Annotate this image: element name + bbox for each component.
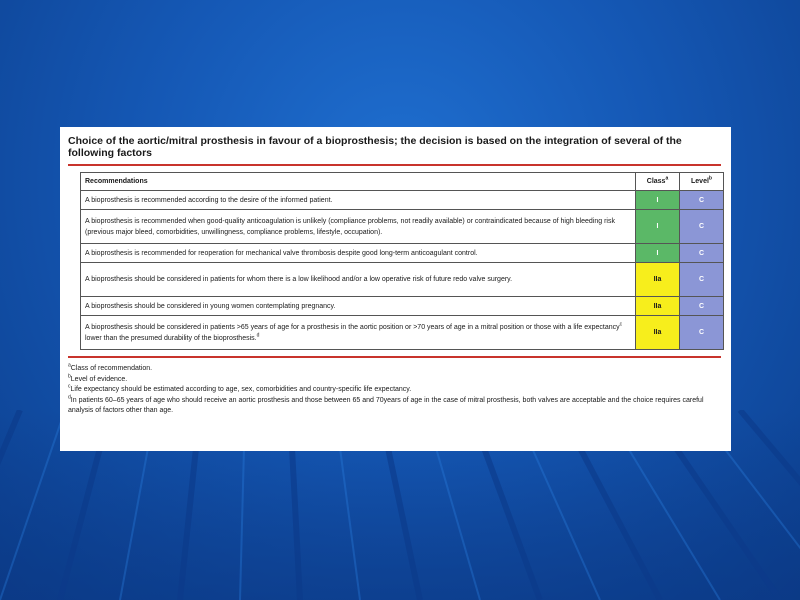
footnote-c-mark: c [68,383,71,390]
footnote-a-mark: a [68,362,71,369]
header-level-sup: b [708,175,712,182]
row-6-sup-d: d [256,332,260,339]
table-row [81,244,724,263]
footnote-a-text: Class of recommendation. [70,365,153,372]
header-class [636,173,680,191]
row-6-text-part1: A bioprosthesis should be considered in patients >65 years of age for a prosthesis in the aortic position or >70 years of age in a mitral position or those with a life expectancy [85,323,620,331]
header-level-label: Level [691,178,709,185]
row-6-text-part2: lower than the presumed durability of the bioprosthesis. [85,334,257,342]
footnotes [68,364,721,417]
footnote-d [68,396,721,417]
header-level [680,173,724,191]
row-2-level: C [680,210,724,244]
top-divider [68,164,721,166]
recommendations-table [80,172,724,350]
footnote-d-mark: d [68,394,71,401]
card-title: Choice of the aortic/mitral prosthesis in favour of a bioprosthesis; the decision is based on the integration of several of the following factors [68,135,682,159]
header-recommendations: Recommendations [81,173,636,191]
row-2-text: A bioprosthesis is recommended when good-quality anticoagulation is unlikely (compliance problems, not readily available) or contraindicated because of high bleeding risk (previous major bleed, comorbidities, unwillingness, compliance problems, lifestyle, occupation). [81,210,636,244]
row-2-class: I [636,210,680,244]
row-6-class: IIa [636,316,680,350]
row-1-text: A bioprosthesis is recommended according to the desire of the informed patient. [81,191,636,210]
footnote-d-text: In patients 60–65 years of age who should receive an aortic prosthesis and those between 65 and 70years of age in the case of mitral prosthesis, both valves are acceptable and the choice requires careful analysis of factors other than age. [68,396,704,414]
table-row [81,316,724,350]
row-6-text [81,316,636,350]
footnote-b-mark: b [68,373,71,380]
row-4-level: C [680,263,724,297]
table-row [81,297,724,316]
row-5-class: IIa [636,297,680,316]
footnote-c [68,385,721,396]
row-5-text: A bioprosthesis should be considered in young women contemplating pregnancy. [81,297,636,316]
row-1-level: C [680,191,724,210]
table-row [81,263,724,297]
row-6-sup-c: c [619,321,623,328]
row-4-class: IIa [636,263,680,297]
row-1-class: I [636,191,680,210]
row-4-text: A bioprosthesis should be considered in patients for whom there is a low likelihood and/or a low operative risk of future redo valve surgery. [81,263,636,297]
footnote-b-text: Level of evidence. [70,375,128,383]
table-row [81,210,724,244]
footnote-a [68,364,721,375]
recommendation-slide-card [60,127,731,451]
footnote-b [68,375,721,386]
header-class-sup: a [665,175,669,182]
row-3-level: C [680,244,724,263]
row-3-text: A bioprosthesis is recommended for reoperation for mechanical valve thrombosis despite good long-term anticoagulant control. [81,244,636,263]
row-6-level: C [680,316,724,350]
table-header-row [81,173,724,191]
header-class-label: Class [646,178,666,185]
bottom-divider [68,356,721,358]
table-row [81,191,724,210]
row-5-level: C [680,297,724,316]
footnote-c-text: Life expectancy should be estimated according to age, sex, comorbidities and country-specific life expectancy. [70,386,412,393]
row-3-class: I [636,244,680,263]
